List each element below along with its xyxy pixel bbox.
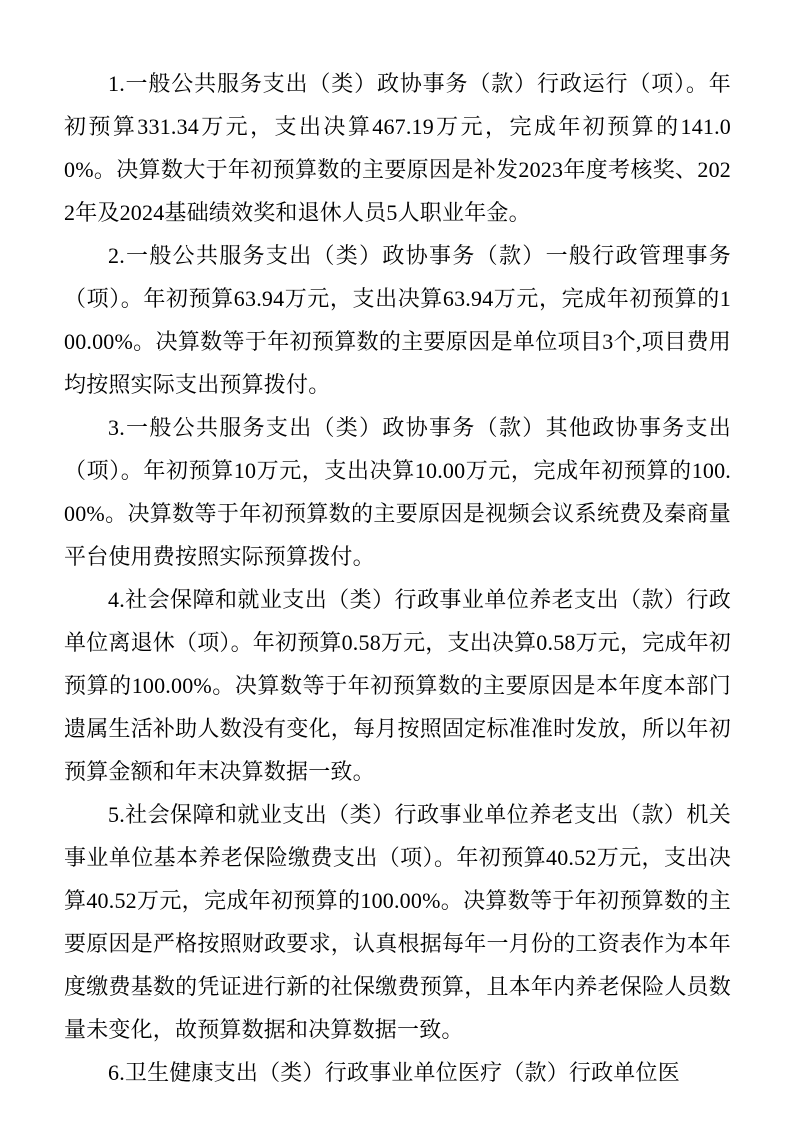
- paragraph-item-6: 6.卫生健康支出（类）行政事业单位医疗（款）行政单位医: [108, 1060, 680, 1085]
- paragraph-item-2: 2.一般公共服务支出（类）政协事务（款）一般行政管理事务（项）。年初预算63.94万元，支出决算63.94万元，完成年初预算的100.00%。决算数等于年初预算数的主要原因是单位项目3个,项目费用均按照实际支出预算拨付。: [64, 243, 731, 397]
- paragraph-item-3: 3.一般公共服务支出（类）政协事务（款）其他政协事务支出（项）。年初预算10万元，支出决算10.00万元，完成年初预算的100.00%。决算数等于年初预算数的主要原因是视频会议系统费及秦商量平台使用费按照实际预算拨付。: [64, 415, 731, 569]
- paragraph-item-5: 5.社会保障和就业支出（类）行政事业单位养老支出（款）机关事业单位基本养老保险缴费支出（项）。年初预算40.52万元，支出决算40.52万元，完成年初预算的100.00%。决算数等于年初预算数的主要原因是严格按照财政要求，认真根据每年一月份的工资表作为本年度缴费基数的凭证进行新的社保缴费预算，且本年内养老保险人员数量未变化，故预算数据和决算数据一致。: [64, 802, 731, 1042]
- paragraph-item-1: 1.一般公共服务支出（类）政协事务（款）行政运行（项）。年初预算331.34万元，支出决算467.19万元，完成年初预算的141.00%。决算数大于年初预算数的主要原因是补发2023年度考核奖、2022年及2024基础绩效奖和退休人员5人职业年金。: [64, 71, 731, 225]
- paragraph-item-4: 4.社会保障和就业支出（类）行政事业单位养老支出（款）行政单位离退休（项）。年初预算0.58万元，支出决算0.58万元，完成年初预算的100.00%。决算数等于年初预算数的主要原因是本年度本部门遗属生活补助人数没有变化，每月按照固定标准准时发放，所以年初预算金额和年末决算数据一致。: [64, 587, 732, 784]
